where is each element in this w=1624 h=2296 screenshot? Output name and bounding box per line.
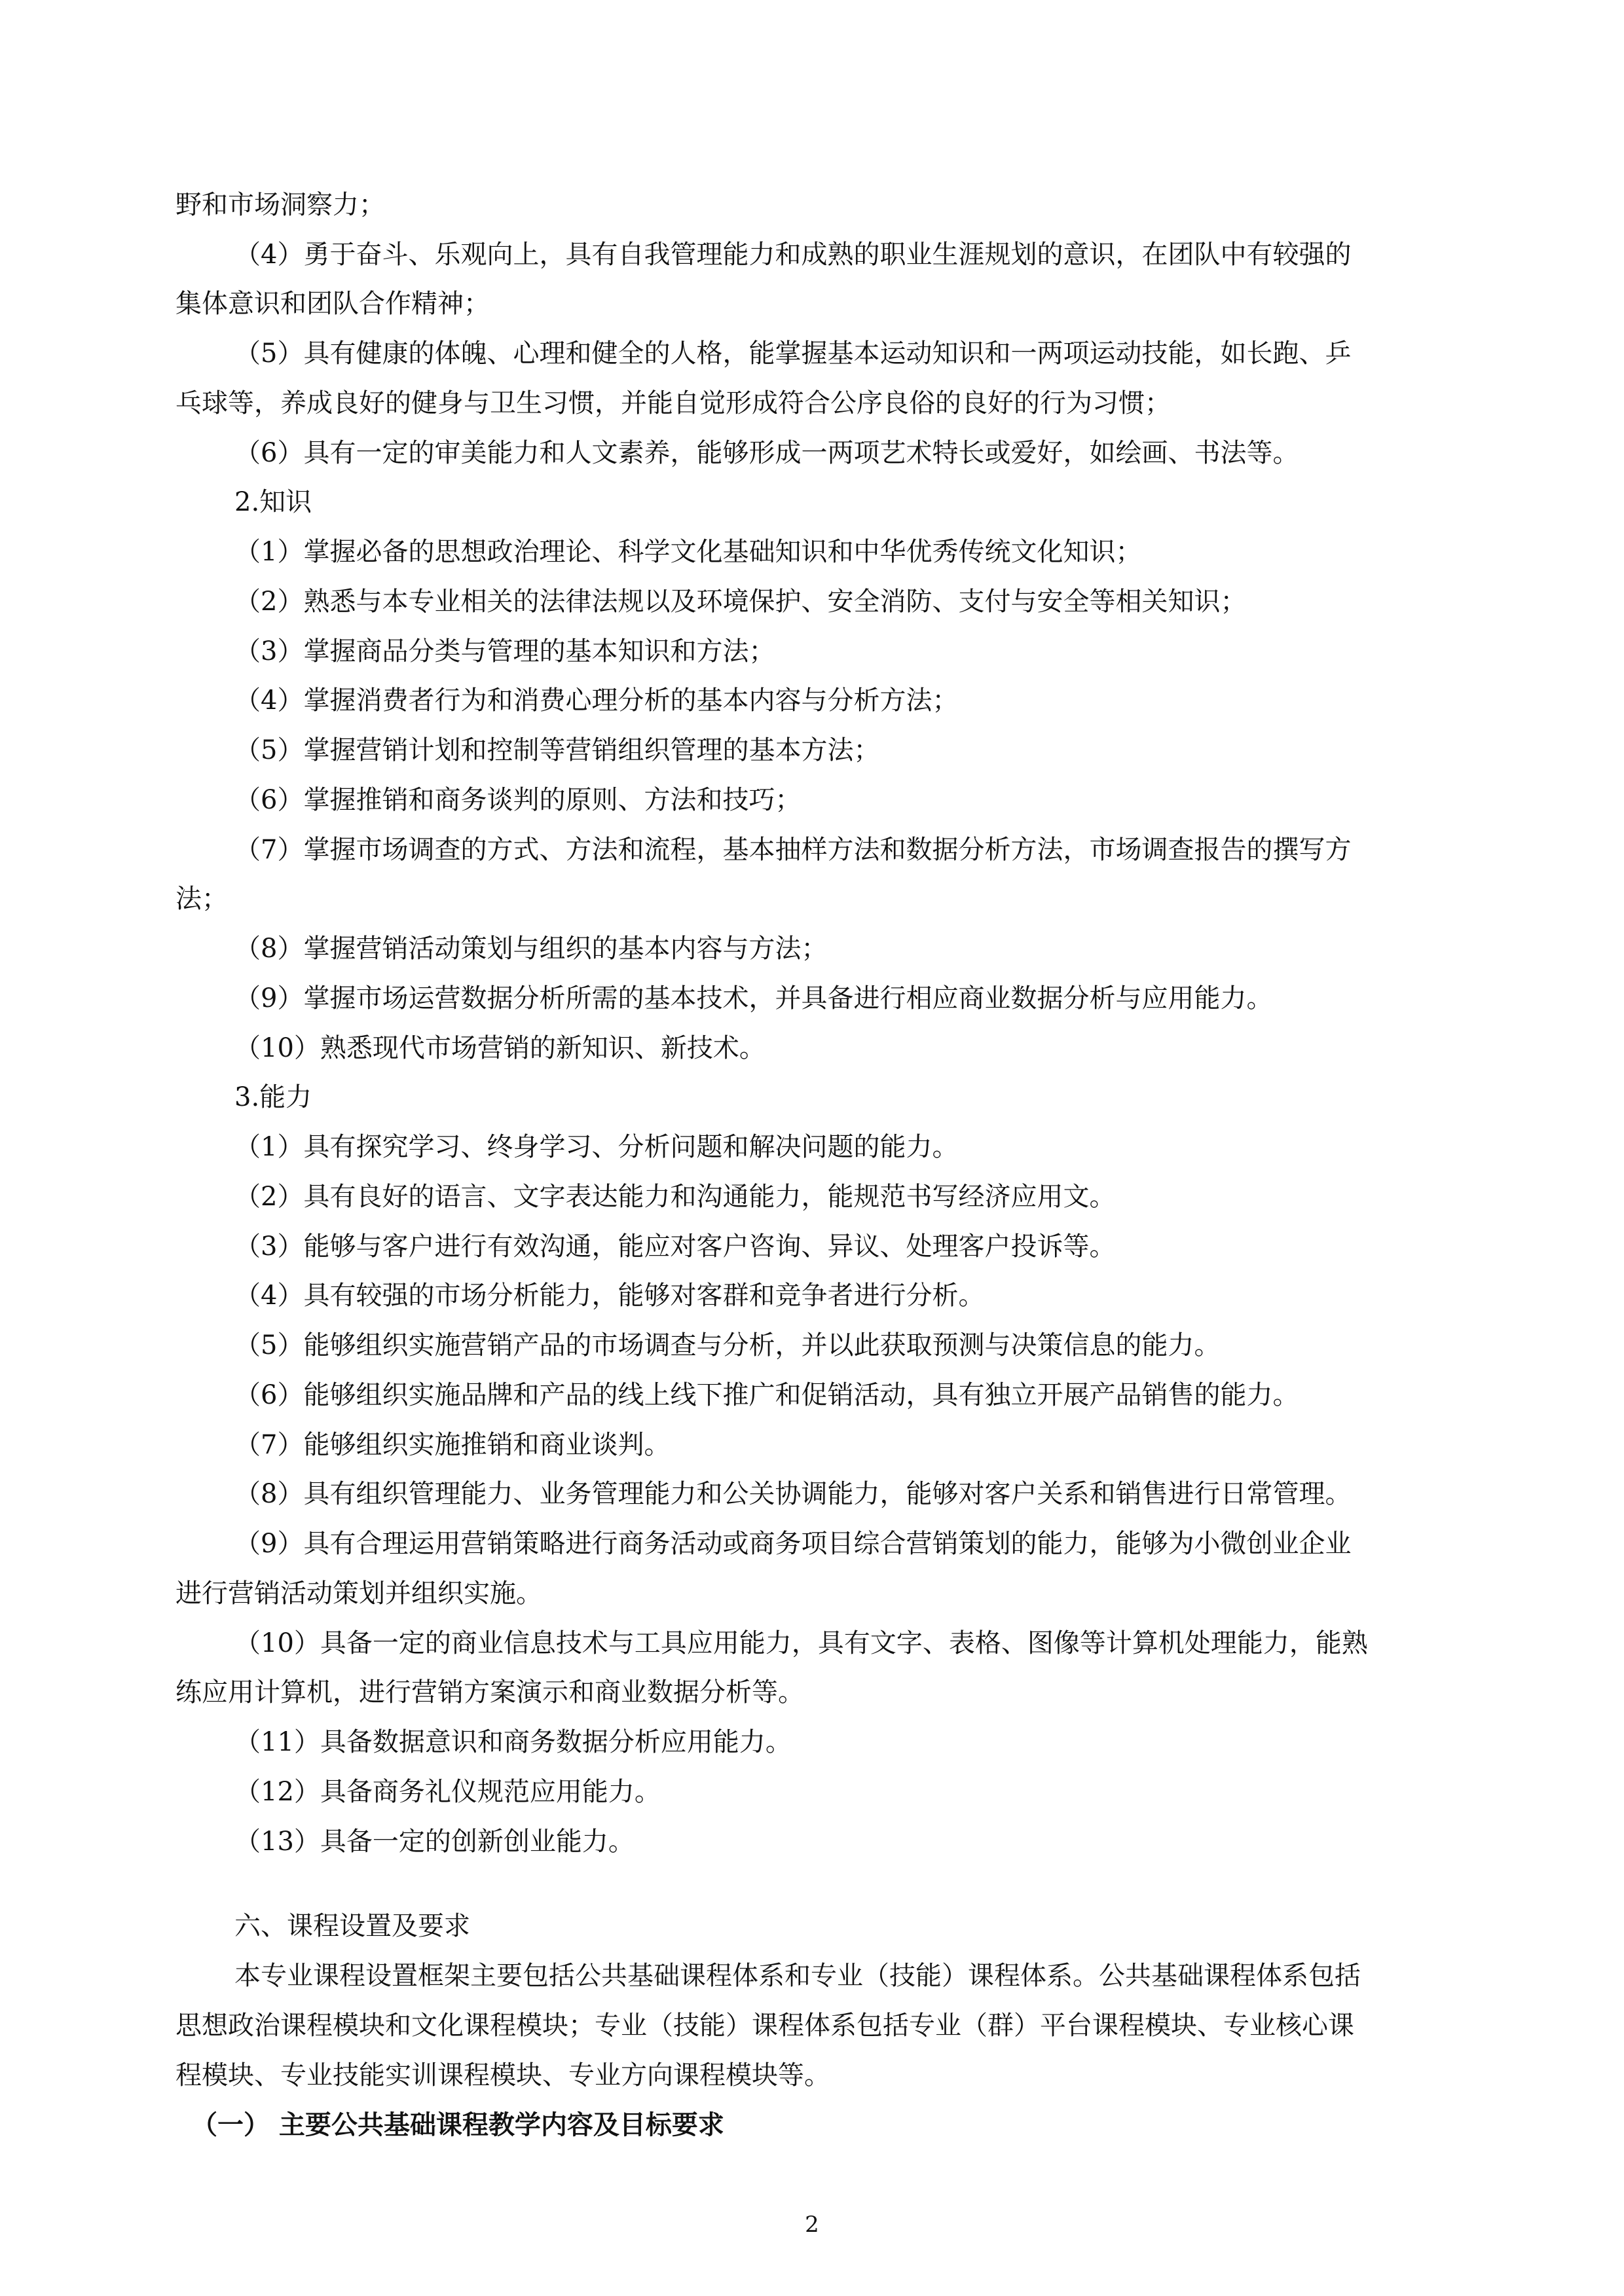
- text-line: （7）掌握市场调查的方式、方法和流程，基本抽样方法和数据分析方法，市场调查报告的撰写方: [234, 835, 1352, 865]
- text-line: （10）具备一定的商业信息技术与工具应用能力，具有文字、表格、图像等计算机处理能力，能熟: [234, 1628, 1368, 1658]
- text-line: （6）掌握推销和商务谈判的原则、方法和技巧；: [234, 785, 802, 815]
- text-line: （5）能够组织实施营销产品的市场调查与分析，并以此获取预测与决策信息的能力。: [234, 1330, 1221, 1360]
- text-line: （1）具有探究学习、终身学习、分析问题和解决问题的能力。: [234, 1132, 959, 1162]
- text-line: 思想政治课程模块和文化课程模块；专业（技能）课程体系包括专业（群）平台课程模块、专业核心课: [175, 2011, 1354, 2041]
- subsection-heading: （一） 主要公共基础课程教学内容及目标要求: [191, 2109, 724, 2140]
- text-line: 进行营销活动策划并组织实施。: [175, 1578, 542, 1609]
- text-line: （5）具有健康的体魄、心理和健全的人格，能掌握基本运动知识和一两项运动技能，如长跑、乒: [234, 338, 1352, 369]
- text-line: （1）掌握必备的思想政治理论、科学文化基础知识和中华优秀传统文化知识；: [234, 537, 1142, 567]
- text-line: （9）掌握市场运营数据分析所需的基本技术，并具备进行相应商业数据分析与应用能力。: [234, 983, 1273, 1013]
- text-line: （6）能够组织实施品牌和产品的线上线下推广和促销活动，具有独立开展产品销售的能力。: [234, 1380, 1299, 1410]
- text-line: （4）具有较强的市场分析能力，能够对客群和竞争者进行分析。: [234, 1281, 985, 1311]
- text-line: （3）掌握商品分类与管理的基本知识和方法；: [234, 636, 775, 666]
- text-line: （8）具有组织管理能力、业务管理能力和公关协调能力，能够对客户关系和销售进行日常管理。: [234, 1479, 1352, 1509]
- section-heading-knowledge: 2.知识: [234, 487, 312, 517]
- text-line: （3）能够与客户进行有效沟通，能应对客户咨询、异议、处理客户投诉等。: [234, 1231, 1116, 1262]
- text-line: 本专业课程设置框架主要包括公共基础课程体系和专业（技能）课程体系。公共基础课程体系包括: [234, 1961, 1361, 1991]
- text-line: （9）具有合理运用营销策略进行商务活动或商务项目综合营销策划的能力，能够为小微创业企业: [234, 1529, 1352, 1559]
- text-line: 野和市场洞察力；: [175, 190, 385, 220]
- text-line: 法；: [175, 884, 228, 914]
- text-line: （8）掌握营销活动策划与组织的基本内容与方法；: [234, 934, 828, 964]
- text-line: （4）掌握消费者行为和消费心理分析的基本内容与分析方法；: [234, 685, 959, 716]
- text-line: 集体意识和团队合作精神；: [175, 289, 490, 319]
- text-line: （5）掌握营销计划和控制等营销组织管理的基本方法；: [234, 735, 880, 765]
- section-heading-ability: 3.能力: [234, 1082, 312, 1112]
- page-number: 2: [805, 2212, 819, 2238]
- text-line: （2）熟悉与本专业相关的法律法规以及环境保护、安全消防、支付与安全等相关知识；: [234, 587, 1247, 617]
- text-line: （7）能够组织实施推销和商业谈判。: [234, 1430, 671, 1460]
- text-line: （10）熟悉现代市场营销的新知识、新技术。: [234, 1033, 766, 1063]
- text-line: （12）具备商务礼仪规范应用能力。: [234, 1777, 661, 1807]
- text-line: 程模块、专业技能实训课程模块、专业方向课程模块等。: [175, 2060, 830, 2090]
- text-line: （11）具备数据意识和商务数据分析应用能力。: [234, 1727, 792, 1757]
- text-line: 练应用计算机，进行营销方案演示和商业数据分析等。: [175, 1677, 804, 1707]
- text-line: 乓球等，养成良好的健身与卫生习惯，并能自觉形成符合公序良俗的良好的行为习惯；: [175, 388, 1171, 418]
- text-line: （2）具有良好的语言、文字表达能力和沟通能力，能规范书写经济应用文。: [234, 1182, 1116, 1212]
- text-line: （6）具有一定的审美能力和人文素养，能够形成一两项艺术特长或爱好，如绘画、书法等。: [234, 438, 1299, 468]
- text-line: （13）具备一定的创新创业能力。: [234, 1827, 635, 1857]
- section-heading-courses: 六、课程设置及要求: [234, 1911, 470, 1941]
- text-line: （4）勇于奋斗、乐观向上，具有自我管理能力和成熟的职业生涯规划的意识，在团队中有较强的: [234, 240, 1352, 270]
